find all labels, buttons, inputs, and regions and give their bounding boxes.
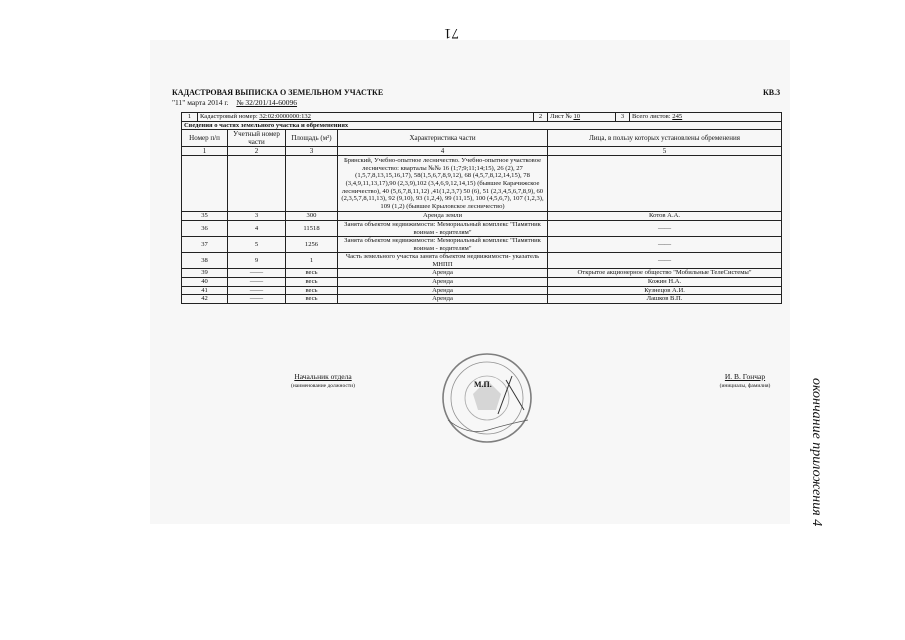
row-persons: Открытое акционерное общество "Мобильные ТелеСистемы" [548, 269, 782, 278]
table-row [182, 277, 782, 286]
row-area: 1256 [286, 237, 338, 253]
row-part-number: —— [228, 295, 286, 304]
row-description: Часть земельного участка занята объектом недвижимости- указатель МНПП [338, 253, 548, 269]
col-header-persons: Лица, в пользу которых установлены обременения [548, 130, 782, 147]
row-description: Аренда земли [338, 212, 548, 221]
table-row [182, 269, 782, 278]
sheet-number: 10 [573, 113, 581, 120]
forest-text: Брянский, Учебно-опытное лесничество. Учебно-опытное участковое лесничество: кварталы №№ 16 (1;7;9;11;14;15), 26 (2), 27 (1,5,7,8,13,15,16,17), 58(1,5,6,7,8,9,12), 68 (4,5,7,8,12,14,15), 78 (3,4,9,11,13,17),90 (2,3,9),102 (3,4,6,9,12,14,15) (бывшее Карачижское лесничество), 40 (5,6,7,8,11,12) ,41(1,2,3,7) 50 (6), 51 (2,3,4,5,6,7,8,9), 60 (2,3,5,7,8,11,13), 92 (9,10), 93 (1,2,4), 99 (11,15), 100 (4,5,6,7), 107 (1,2,3), 109 (1,2) (бывшее Крыловское лесничество) [338, 156, 548, 212]
row-part-number: 5 [228, 237, 286, 253]
table-row [182, 212, 782, 221]
parts-table [181, 112, 782, 304]
row-persons: —— [548, 237, 782, 253]
page-number: 71 [444, 25, 459, 41]
header-row [182, 130, 782, 147]
row-part-number: 9 [228, 253, 286, 269]
col-num-5: 5 [548, 147, 782, 156]
cell-n3: 3 [616, 113, 630, 122]
col-header-part: Учетный номер части [228, 130, 286, 147]
table-row [182, 286, 782, 295]
row-part-number: 4 [228, 220, 286, 236]
row-area: весь [286, 269, 338, 278]
cadastral-label: Кадастровый номер: [200, 113, 258, 120]
row-persons: Лашков В.П. [548, 295, 782, 304]
column-number-row [182, 147, 782, 156]
table-row [182, 253, 782, 269]
signature-left [278, 372, 368, 389]
row-persons: Котов А.А. [548, 212, 782, 221]
position-caption: (наименование должности) [291, 383, 355, 389]
cell-n2: 2 [534, 113, 548, 122]
table-row [182, 295, 782, 304]
row-area: 11518 [286, 220, 338, 236]
row-number: 37 [182, 237, 228, 253]
row-persons: Кузнецов А.И. [548, 286, 782, 295]
form-code: КВ.3 [763, 88, 781, 97]
col-header-number: Номер п/п [182, 130, 228, 147]
row-description: Аренда [338, 277, 548, 286]
col-num-4: 4 [338, 147, 548, 156]
row-description: Аренда [338, 286, 548, 295]
table-row [182, 220, 782, 236]
row-part-number: 3 [228, 212, 286, 221]
col-num-3: 3 [286, 147, 338, 156]
total-cell [630, 113, 782, 122]
row-number: 42 [182, 295, 228, 304]
signer-name: И. В. Гончар [724, 372, 766, 381]
row-description: Занята объектом недвижимости: Мемориальный комплекс "Памятник воинам - водителям" [338, 220, 548, 236]
cell-n1: 1 [182, 113, 198, 122]
signature-right [700, 372, 790, 389]
position-title: Начальник отдела [294, 372, 352, 381]
row-persons: —— [548, 253, 782, 269]
row-number: 41 [182, 286, 228, 295]
row-description: Занята объектом недвижимости: Мемориальный комплекс "Памятник воинам - водителям" [338, 237, 548, 253]
total-number: 245 [672, 113, 683, 120]
cadastral-cell [198, 113, 534, 122]
row-part-number: —— [228, 286, 286, 295]
row-description: Аренда [338, 269, 548, 278]
row-part-number: —— [228, 269, 286, 278]
official-stamp [428, 350, 546, 446]
parts-rows [182, 212, 782, 303]
row-persons: Кожин Н.А. [548, 277, 782, 286]
row-area: весь [286, 277, 338, 286]
row-persons: —— [548, 220, 782, 236]
col-header-area: Площадь (м²) [286, 130, 338, 147]
row-number: 38 [182, 253, 228, 269]
row-number: 39 [182, 269, 228, 278]
col-header-desc: Характеристика части [338, 130, 548, 147]
cadastral-row [182, 113, 782, 122]
issue-date: "11" марта 2014 г. [172, 98, 229, 107]
row-area: весь [286, 295, 338, 304]
section-title-row [182, 121, 782, 130]
row-description: Аренда [338, 295, 548, 304]
stamp-place-label: М.П. [474, 380, 492, 389]
table-row [182, 237, 782, 253]
row-area: 300 [286, 212, 338, 221]
col-num-2: 2 [228, 147, 286, 156]
row-number: 40 [182, 277, 228, 286]
sheet-label: Лист № [550, 113, 572, 120]
col-num-1: 1 [182, 147, 228, 156]
forest-row [182, 156, 782, 212]
cadastral-number: 32:02:0000000:132 [259, 113, 311, 120]
row-number: 35 [182, 212, 228, 221]
row-area: весь [286, 286, 338, 295]
total-label: Всего листов: [632, 113, 671, 120]
side-note: окончание приложения 4 [809, 378, 824, 527]
date-line [172, 98, 297, 107]
section-title: Сведения о частях земельного участка и обременениях [182, 121, 782, 130]
sheet-cell [548, 113, 616, 122]
row-part-number: —— [228, 277, 286, 286]
registration-number: № 32/201/14-60096 [236, 98, 298, 107]
document-title: КАДАСТРОВАЯ ВЫПИСКА О ЗЕМЕЛЬНОМ УЧАСТКЕ [172, 88, 384, 97]
row-area: 1 [286, 253, 338, 269]
row-number: 36 [182, 220, 228, 236]
signer-caption: (инициалы, фамилия) [719, 383, 771, 389]
